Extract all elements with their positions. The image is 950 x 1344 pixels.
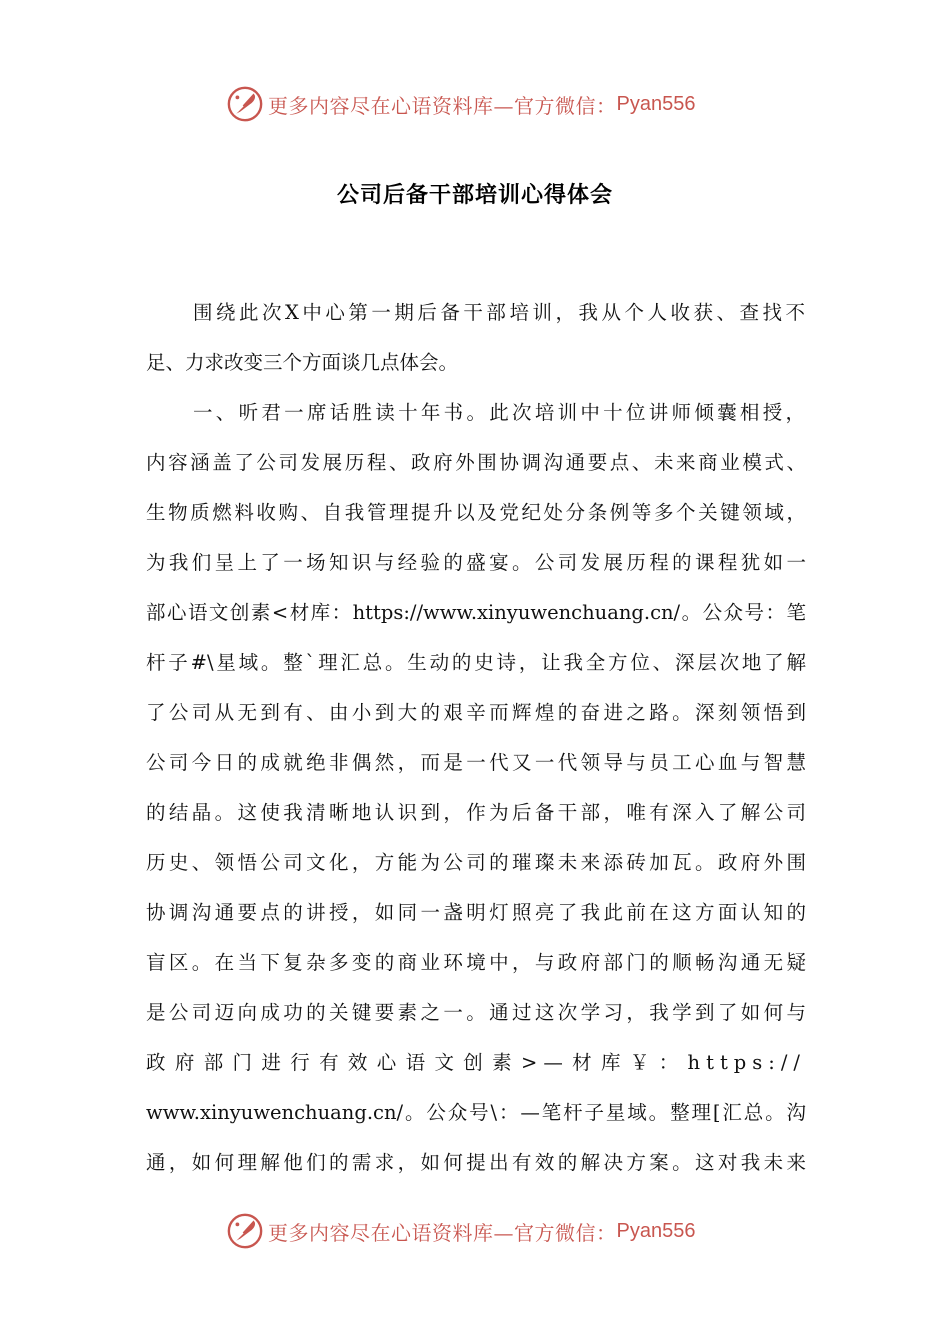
body-line: 盲区。在当下复杂多变的商业环境中，与政府部门的顺畅沟通无疑: [146, 951, 806, 974]
watermark-wechat-id: Pyan556: [616, 1219, 696, 1242]
body-line: 政府部门进行有效心语文创素>—材库￥：https://: [146, 1051, 806, 1074]
watermark-banner-top: [226, 84, 695, 124]
body-line: 通，如何理解他们的需求，如何提出有效的解决方案。这对我未来: [146, 1151, 806, 1174]
body-line: 历史、领悟公司文化，方能为公司的璀璨未来添砖加瓦。政府外围: [146, 851, 806, 874]
body-line: 为我们呈上了一场知识与经验的盛宴。公司发展历程的课程犹如一: [146, 551, 806, 574]
body-line: 部心语文创素<材库：https://www.xinyuwenchuang.cn/。公众号：笔: [146, 601, 806, 624]
body-line: 一、听君一席话胜读十年书。此次培训中十位讲师倾囊相授，: [193, 401, 805, 424]
body-line: 围绕此次X中心第一期后备干部培训，我从个人收获、查找不: [193, 301, 805, 324]
body-line: 足、力求改变三个方面谈几点体会。: [146, 351, 459, 374]
quill-logo-icon: [226, 1212, 264, 1250]
body-line: 杆子#\星域。整`理汇总。生动的史诗，让我全方位、深层次地了解: [146, 651, 806, 674]
body-line: 是公司迈向成功的关键要素之一。通过这次学习，我学到了如何与: [146, 1001, 806, 1024]
body-line: 内容涵盖了公司发展历程、政府外围协调沟通要点、未来商业模式、: [146, 451, 806, 474]
body-line: 了公司从无到有、由小到大的艰辛而辉煌的奋进之路。深刻领悟到: [146, 701, 806, 724]
watermark-text: 更多内容尽在心语资料库—官方微信：: [268, 93, 617, 118]
document-title: 公司后备干部培训心得体会: [336, 182, 613, 208]
watermark-text: 更多内容尽在心语资料库—官方微信：: [268, 1220, 617, 1245]
watermark-wechat-id: Pyan556: [616, 92, 696, 115]
body-line: 的结晶。这使我清晰地认识到，作为后备干部，唯有深入了解公司: [146, 801, 806, 824]
body-line: 公司今日的成就绝非偶然，而是一代又一代领导与员工心血与智慧: [146, 751, 806, 774]
body-line: 生物质燃料收购、自我管理提升以及党纪处分条例等多个关键领域，: [146, 501, 806, 524]
body-line: www.xinyuwenchuang.cn/。公众号\：—笔杆子星域。整理[汇总。沟: [146, 1101, 806, 1124]
watermark-banner-bottom: [226, 1211, 695, 1251]
quill-logo-icon: [226, 85, 264, 123]
body-line: 协调沟通要点的讲授，如同一盏明灯照亮了我此前在这方面认知的: [146, 901, 806, 924]
